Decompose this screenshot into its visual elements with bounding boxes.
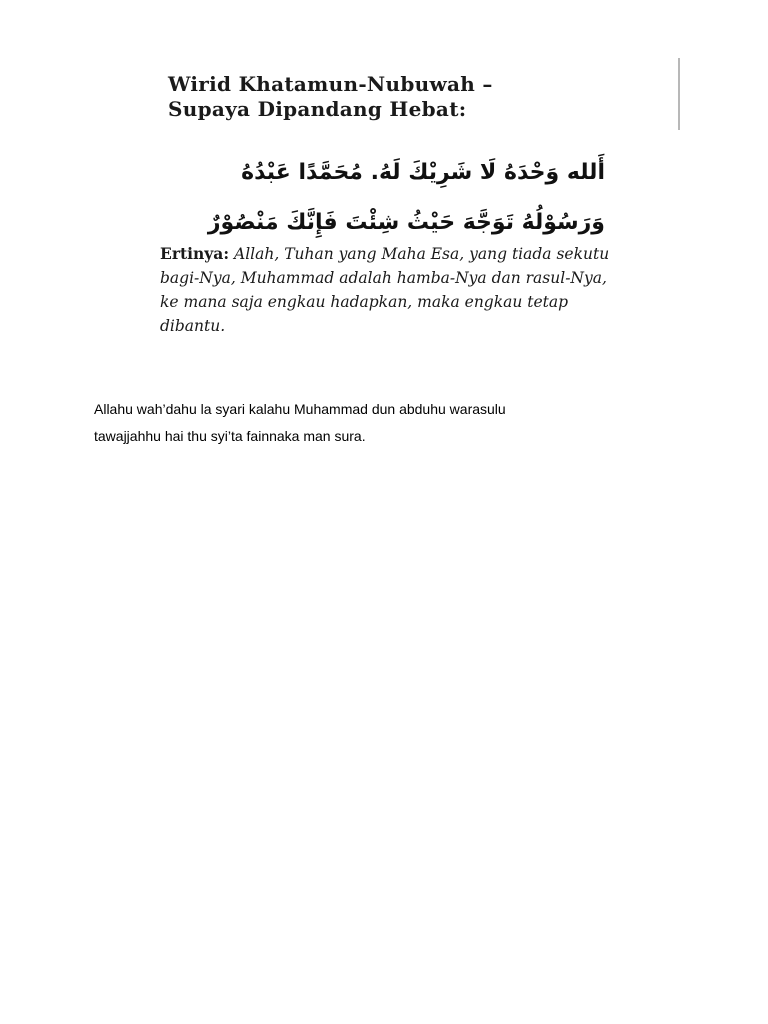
scan-heading xyxy=(168,72,493,122)
scan-edge-line xyxy=(678,58,680,130)
translation-paragraph xyxy=(160,242,615,338)
translation-text: Allah, Tuhan yang Maha Esa, yang tiada sekutu bagi-Nya, Muhammad adalah hamba-Nya dan rasul-Nya, ke mana saja engkau hadapkan, maka engkau tetap dibantu. xyxy=(160,245,610,335)
translation-label: Ertinya: xyxy=(160,244,230,263)
scan-heading-line-2: Supaya Dipandang Hebat: xyxy=(168,97,467,121)
scan-heading-line-1: Wirid Khatamun-Nubuwah – xyxy=(168,72,493,96)
transliteration-line-2: tawajjahhu hai thu syi’ta fainnaka man sura. xyxy=(94,428,366,444)
transliteration-paragraph xyxy=(94,396,654,450)
scanned-excerpt xyxy=(148,50,618,350)
arabic-prayer-text: أَلله وَحْدَهُ لَا شَرِيْكَ لَهُ. مُحَمَّدًا عَبْدُهُ وَرَسُوْلُهُ تَوَجَّهَ حَيْثُ شِئْتَ فَإِنَّكَ مَنْصُوْرٌ xyxy=(207,160,605,235)
transliteration-line-1: Allahu wah’dahu la syari kalahu Muhammad dun abduhu warasulu xyxy=(94,401,506,417)
